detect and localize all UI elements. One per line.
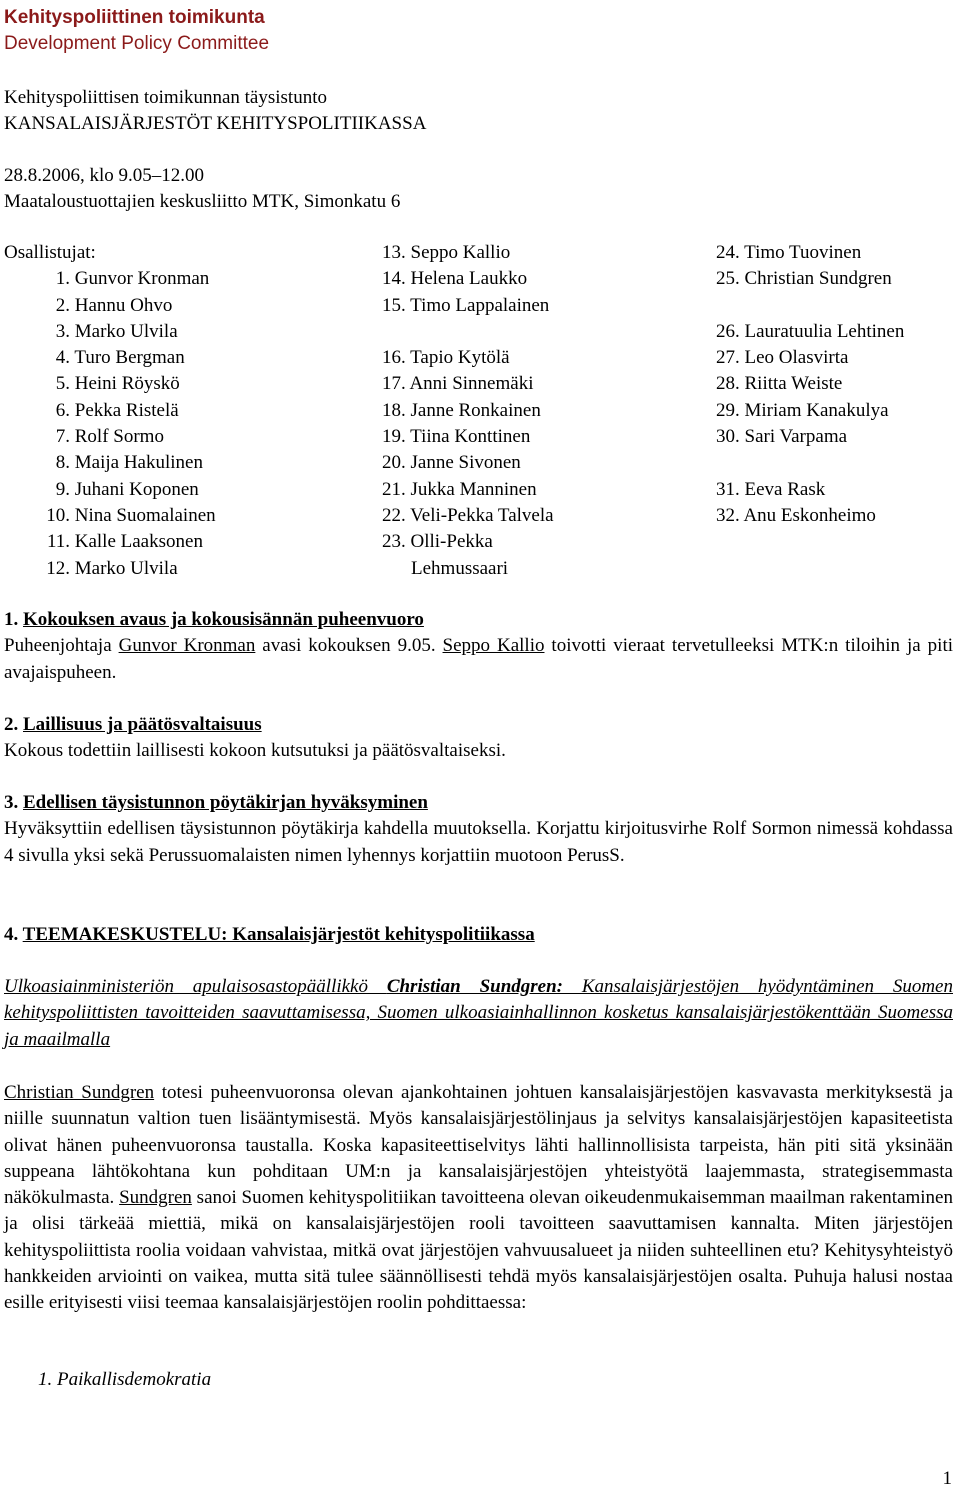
section-2 bbox=[4, 712, 953, 765]
participant-item: 23. Olli-Pekka bbox=[382, 531, 493, 553]
org-name-english: Development Policy Committee bbox=[4, 33, 270, 54]
participant-item: 7. Rolf Sormo bbox=[55, 426, 164, 448]
section-1-body: Puheenjohtaja Gunvor Kronman avasi kokouksen 9.05. Seppo Kallio toivotti vieraat tervetulleeksi MTK:n tiloihin ja piti avajaispuheen. bbox=[4, 635, 954, 683]
participant-item: 19. Tiina Konttinen bbox=[382, 426, 531, 448]
participant-item: 1. Gunvor Kronman bbox=[55, 268, 210, 290]
name-link-kallio: Seppo Kallio bbox=[442, 635, 545, 657]
section-4 bbox=[4, 922, 953, 948]
section-4-intro: Ulkoasiainministeriön apulaisosastopäällikkö Christian Sundgren: Kansalaisjärjestöjen hyödyntäminen Suomen kehityspoliittisten tavoitteiden saavuttamisessa, Suomen ulkoasiainhallinnon kosketus kansalaisjärjestökenttään Suomessa ja maailmalla bbox=[4, 976, 953, 1050]
participant-item: 21. Jukka Manninen bbox=[382, 478, 537, 500]
meeting-title-line2: KANSALAISJÄRJESTÖT KEHITYSPOLITIIKASSA bbox=[4, 113, 427, 134]
participant-item: 28. Riitta Weiste bbox=[716, 373, 843, 395]
name-link-sundgren: Christian Sundgren bbox=[4, 1082, 155, 1103]
page-number: 1 bbox=[942, 1468, 952, 1489]
participant-item: 27. Leo Olasvirta bbox=[716, 347, 849, 369]
participant-item: 22. Veli-Pekka Talvela bbox=[382, 504, 554, 526]
participant-item-continued: Lehmussaari bbox=[411, 557, 509, 579]
participant-item: 11. Kalle Laaksonen bbox=[46, 531, 203, 553]
section-3-heading: 3. Edellisen täysistunnon pöytäkirjan hyväksyminen bbox=[4, 792, 428, 813]
section-2-body: Kokous todettiin laillisesti kokoon kutsutuksi ja päätösvaltaiseksi. bbox=[4, 740, 506, 762]
name-link-sundgren-2: Sundgren bbox=[119, 1187, 192, 1209]
participant-item: 20. Janne Sivonen bbox=[382, 452, 521, 474]
participant-item bbox=[716, 293, 956, 319]
participant-item: 17. Anni Sinnemäki bbox=[382, 373, 534, 395]
participant-item: 29. Miriam Kanakulya bbox=[716, 399, 889, 421]
participant-item bbox=[716, 450, 956, 476]
speaker-name: Christian Sundgren: bbox=[386, 976, 563, 997]
org-name-finnish: Kehityspoliittinen toimikunta bbox=[4, 7, 265, 28]
participant-item: 5. Heini Röyskö bbox=[55, 373, 180, 395]
participant-item: 10. Nina Suomalainen bbox=[46, 504, 216, 526]
participant-item: 2. Hannu Ohvo bbox=[55, 294, 173, 316]
participants-column-1 bbox=[4, 240, 344, 582]
participant-item: 9. Juhani Koponen bbox=[55, 478, 199, 500]
section-1-heading: 1. Kokouksen avaus ja kokousisännän puheenvuoro bbox=[4, 609, 424, 630]
participant-item: 26. Lauratuulia Lehtinen bbox=[716, 320, 905, 342]
participant-item: 18. Janne Ronkainen bbox=[382, 399, 541, 421]
participant-item: 12. Marko Ulvila bbox=[46, 557, 178, 579]
participant-item: 15. Timo Lappalainen bbox=[382, 294, 550, 316]
section-2-heading: 2. Laillisuus ja päätösvaltaisuus bbox=[4, 714, 262, 735]
meeting-title-line1: Kehityspoliittisen toimikunnan täysistunto bbox=[4, 87, 327, 108]
section-4-body: Christian Sundgren totesi puheenvuoronsa olevan ajankohtainen johtuen kansalaisjärjestöjen kasvavasta merkityksestä ja niille suunnatun valtion tuen lisääntymisestä. Myös kansalaisjärjestölinjaus ja selvitys kansalaisjärjestöjen kapasiteetista olivat hänen puheenvuoronsa taustalla. Koska kapasiteettiselvitys lähti hallinnollisista tarpeista, hän piti sitä yksinään suppeana lähtökohtana kun pohditaan UM:n ja kansalaisjärjestöjen yhteistyötä laajemmasta, strategisemmasta näkökulmasta. Sundgren sanoi Suomen kehityspolitiikan tavoitteena olevan oikeudenmukaisemman maailman rakentaminen ja olisi tärkeää miettiä, mikä on kansalaisjärjestöjen rooli tavoitteen saavuttamisen kannalta. Miten järjestöjen kehityspoliittista roolia voidaan vahvistaa, mitkä ovat järjestöjen vahvuusalueet ja niiden suhteellinen etu? Kehitysyhteistyö hankkeiden arviointi on vaikea, mutta sitä tulee säännöllisesti tehdä myös kansalaisjärjestöjen osalta. Puhuja halusi nostaa esille erityisesti viisi teemaa kansalaisjärjestöjen roolin pohdittaessa: bbox=[4, 1082, 953, 1314]
meeting-date: 28.8.2006, klo 9.05–12.00 bbox=[4, 165, 205, 186]
participants-column-2 bbox=[382, 240, 702, 582]
participant-item: 25. Christian Sundgren bbox=[716, 268, 892, 290]
participant-item: 30. Sari Varpama bbox=[716, 426, 848, 448]
theme-list-item-1: 1. Paikallisdemokratia bbox=[38, 1369, 212, 1390]
participant-item: 4. Turo Bergman bbox=[55, 347, 185, 369]
participant-item: 16. Tapio Kytölä bbox=[382, 347, 510, 369]
meeting-place: Maataloustuottajien keskusliitto MTK, Simonkatu 6 bbox=[4, 191, 401, 212]
participants-column-3 bbox=[716, 240, 956, 529]
section-4-heading: 4. TEEMAKESKUSTELU: Kansalaisjärjestöt kehityspolitiikassa bbox=[4, 924, 535, 945]
participant-item: 14. Helena Laukko bbox=[382, 268, 528, 290]
meeting-details bbox=[4, 163, 400, 215]
participants-label: Osallistujat: bbox=[4, 242, 96, 263]
section-3-body: Hyväksyttiin edellisen täysistunnon pöytäkirja kahdella muutoksella. Korjattu kirjoitusvirhe Rolf Sormon nimessä kohdassa 4 sivulla yksi sekä Perussuomalaisten nimen lyhennys korjattiin muotoon PerusS. bbox=[4, 818, 953, 866]
section-3 bbox=[4, 790, 953, 869]
participant-item: 13. Seppo Kallio bbox=[382, 242, 511, 263]
participant-item: 24. Timo Tuovinen bbox=[716, 242, 862, 263]
meeting-title bbox=[4, 85, 426, 137]
participant-item: 3. Marko Ulvila bbox=[55, 320, 178, 342]
participant-item: 32. Anu Eskonheimo bbox=[716, 504, 876, 526]
participant-item bbox=[382, 319, 702, 345]
name-link-kronman: Gunvor Kronman bbox=[118, 635, 256, 657]
participant-item: 31. Eeva Rask bbox=[716, 478, 826, 500]
participant-item: 8. Maija Hakulinen bbox=[55, 452, 203, 474]
participant-item: 6. Pekka Ristelä bbox=[55, 399, 179, 421]
section-1 bbox=[4, 607, 953, 686]
